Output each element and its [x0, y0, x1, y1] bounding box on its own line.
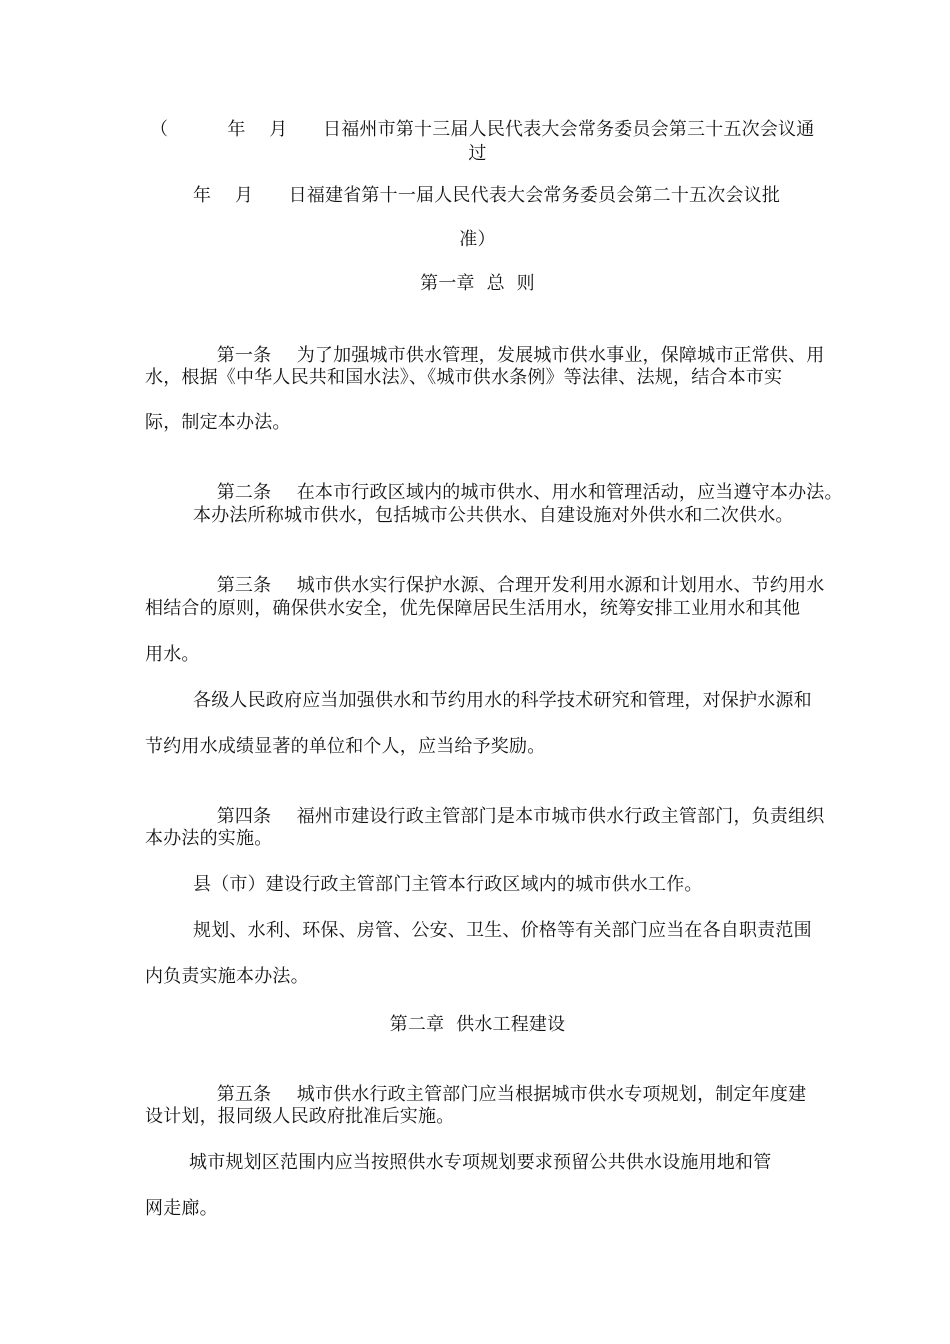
article-3-line-3: 用水。: [145, 644, 200, 665]
article-4-para-2: 县（市）建设行政主管部门主管本行政区域内的城市供水工作。: [193, 874, 703, 895]
article-5-line-2: 设计划，报同级人民政府批准后实施。: [145, 1106, 455, 1127]
chapter-2-title: 第二章 供水工程建设: [389, 1014, 566, 1035]
article-3-text-1: 城市供水实行保护水源、合理开发利用水源和计划用水、节约用水: [296, 575, 825, 596]
article-4-label: 第四条: [216, 806, 272, 827]
article-1-text-1: 为了加强城市供水管理，发展城市供水事业，保障城市正常供、用: [296, 345, 825, 366]
article-3-label: 第三条: [216, 575, 272, 596]
article-3-para-2-line-2: 节约用水成绩显著的单位和个人，应当给予奖励。: [145, 736, 546, 757]
header-line-2: 年 月 日福建省第十一届人民代表大会常务委员会第二十五次会议批: [193, 185, 781, 206]
header-line-2-cont: 准）: [459, 229, 496, 250]
article-1-label: 第一条: [216, 345, 272, 366]
article-5-para-2-line-2: 网走廊。: [145, 1198, 218, 1219]
chapter-1-title: 第一章 总 则: [420, 273, 535, 294]
article-1-line-2: 水，根据《中华人民共和国水法》、《城市供水条例》等法律、法规，结合本市实: [145, 367, 783, 388]
header-line-1: （ 年 月 日福州市第十三届人民代表大会常务委员会第三十五次会议通: [150, 119, 815, 140]
article-2-para-2: 本办法所称城市供水，包括城市公共供水、自建设施对外供水和二次供水。: [193, 505, 794, 526]
article-5-text-1: 城市供水行政主管部门应当根据城市供水专项规划，制定年度建: [296, 1084, 807, 1105]
article-3-para-2-line-1: 各级人民政府应当加强供水和节约用水的科学技术研究和管理，对保护水源和: [193, 690, 812, 711]
article-2-label: 第二条: [216, 482, 272, 503]
article-3-line-2: 相结合的原则，确保供水安全，优先保障居民生活用水，统筹安排工业用水和其他: [145, 598, 801, 619]
article-4-text-1: 福州市建设行政主管部门是本市城市供水行政主管部门，负责组织: [296, 806, 825, 827]
article-2-text-1: 在本市行政区域内的城市供水、用水和管理活动，应当遵守本办法。: [296, 482, 843, 503]
article-5-para-2-line-1: 城市规划区范围内应当按照供水专项规划要求预留公共供水设施用地和管: [189, 1152, 772, 1173]
article-4-para-3-line-2: 内负责实施本办法。: [145, 966, 309, 987]
article-4-para-3-line-1: 规划、水利、环保、房管、公安、卫生、价格等有关部门应当在各自职责范围: [193, 920, 812, 941]
header-line-1-cont: 过: [468, 143, 487, 164]
article-1-line-3: 际，制定本办法。: [145, 412, 291, 433]
article-5-label: 第五条: [216, 1084, 272, 1105]
article-4-line-2: 本办法的实施。: [145, 828, 273, 849]
